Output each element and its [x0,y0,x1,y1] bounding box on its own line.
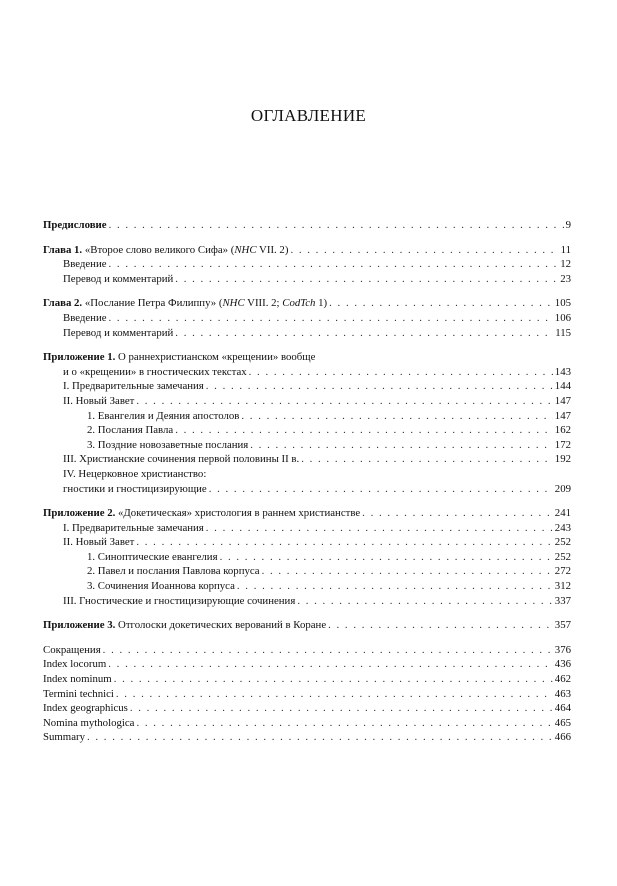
toc-entry-page-number: 105 [554,297,571,310]
toc-entry-page-number: 436 [554,658,571,671]
toc-entry-page-number: 143 [554,365,571,378]
toc-entry[interactable] [43,243,571,258]
toc-entry-text: VII. 2) [256,243,289,256]
toc-entry-text: Сокращения [43,643,101,656]
toc-entry-label [63,535,134,550]
dot-leader [175,272,558,287]
toc-entry-text: I. Предварительные замечания [63,521,204,534]
toc-entry[interactable] [43,701,571,716]
toc-entry[interactable] [43,218,571,233]
toc-entry-page-number: 337 [554,594,571,607]
toc-entry-text: Введение [63,311,107,324]
toc-entry[interactable] [43,550,571,565]
toc-entry-label [63,394,134,409]
toc-entry-page-number: 376 [554,643,571,656]
toc-entry-page-number: 162 [554,424,571,437]
toc-entry-text: II. Новый Завет [63,536,135,549]
toc-entry-label [43,701,128,716]
toc-entry-label [43,643,101,658]
toc-entry-label [43,350,315,365]
toc-entry-text: Перевод и комментарий [63,272,174,285]
toc-entry-label [87,423,173,438]
toc-entry-page-number: 115 [555,326,571,339]
dot-leader [237,579,553,594]
toc-entry-text: Перевод и комментарий [63,326,174,339]
toc-entry-page-number: 312 [554,580,571,593]
toc-entry-page-number: 192 [554,453,571,466]
dot-leader [136,716,552,731]
toc-entry[interactable] [43,257,571,272]
toc-entry-text: I. Предварительные замечания [63,380,204,393]
toc-entry[interactable] [43,272,571,287]
toc-entry-text: Nomina mythologica [43,716,135,729]
toc-entry-page-number: 23 [560,272,571,285]
dot-leader [206,521,553,536]
toc-entry-page-number: 252 [554,536,571,549]
toc-entry-page-number: 106 [554,311,571,324]
toc-entry-label [87,579,235,594]
toc-entry-page-number: 172 [554,438,571,451]
toc-entry-label [43,657,106,672]
toc-entry[interactable] [43,618,571,633]
toc-entry-label [43,218,107,233]
toc-entry-text: «Докетическая» христология в раннем христианстве [115,507,361,520]
toc-entry-text: и о «крещении» в гностических текстах [63,365,247,378]
toc-entry-label [43,296,327,311]
toc-entry-page-number: 209 [554,482,571,495]
dot-leader [109,257,559,272]
toc-entry-text: 3. Сочинения Иоаннова корпуса [87,580,235,593]
dot-leader [329,296,553,311]
toc-entry[interactable] [43,535,571,550]
toc-entry-heading: Глава 1. [43,243,83,256]
toc-entry-text: Введение [63,258,107,271]
dot-leader [301,452,553,467]
toc-entry-text: III. Гностические и гностицизирующие сочинения [63,594,296,607]
toc-entry-page-number: 272 [554,565,571,578]
toc-entry[interactable] [43,311,571,326]
toc-entry-label [43,687,114,702]
toc-entry-label [87,550,218,565]
toc-entry[interactable] [43,482,571,497]
toc-entry-label [43,243,288,258]
dot-leader [328,618,553,633]
toc-entry-label [43,716,134,731]
toc-entry-text: Index locorum [43,658,107,671]
dot-leader [209,482,553,497]
dot-leader [116,687,553,702]
toc-entry-heading: Предисловие [43,219,107,231]
dot-leader [109,311,553,326]
dot-leader [250,438,553,453]
toc-entry-text: 2. Павел и послания Павлова корпуса [87,565,260,578]
toc-entry-label [63,365,247,380]
toc-entry-label [63,467,206,482]
section-gap [43,496,571,506]
toc-entry-label [63,452,299,467]
toc-entry-page-number: 463 [554,687,571,700]
section-gap [43,633,571,643]
dot-leader [206,379,553,394]
toc-entry[interactable] [43,379,571,394]
toc-entry[interactable] [43,467,571,482]
toc-entry-heading: Приложение 2. [43,507,116,520]
dot-leader [362,506,553,521]
toc-entry-label [43,672,112,687]
toc-entry-label [63,272,173,287]
toc-entry-page-number: 465 [554,716,571,729]
toc-entry-text: III. Христианские сочинения первой половины II в. [63,453,300,466]
section-gap [43,233,571,243]
toc-entry-label [43,506,360,521]
section-gap [43,608,571,618]
toc-entry-label [43,730,85,745]
toc-entry[interactable] [43,326,571,341]
dot-leader [103,643,553,658]
toc-entry-page-number: 462 [554,673,571,686]
toc-entry[interactable] [43,579,571,594]
toc-entry-label [63,311,107,326]
toc-entry[interactable] [43,564,571,579]
toc-entry[interactable] [43,716,571,731]
toc-entry[interactable] [43,438,571,453]
toc-entry-label [63,257,107,272]
toc-entry-text: «Послание Петра Филиппу» ( [82,297,223,310]
dot-leader [130,701,553,716]
toc-entry[interactable] [43,365,571,380]
toc-entry-text: 1. Евангелия и Деяния апостолов [87,409,240,422]
toc-entry-text: Index geographicus [43,702,128,715]
toc-entry-text: VIII. 2; [244,297,283,310]
table-of-contents [43,218,571,745]
dot-leader [175,326,553,341]
toc-entry-page-number: 9 [565,219,571,231]
toc-entry[interactable] [43,296,571,311]
dot-leader [297,594,552,609]
toc-entry-page-number: 241 [554,507,571,520]
toc-entry-label [87,409,239,424]
dot-leader [220,550,553,565]
dot-leader [290,243,558,258]
dot-leader [249,365,553,380]
toc-entry-label [43,618,326,633]
toc-entry-label [63,482,207,497]
dot-leader [87,730,553,745]
toc-entry-text: Index nominum [43,673,112,686]
toc-entry[interactable] [43,409,571,424]
toc-entry[interactable] [43,730,571,745]
toc-entry-page-number: 147 [554,394,571,407]
toc-entry[interactable] [43,452,571,467]
toc-entry[interactable] [43,423,571,438]
toc-entry-page-number: 243 [554,521,571,534]
toc-entry-heading: Приложение 1. [43,351,116,364]
page-title: ОГЛАВЛЕНИЕ [250,106,367,125]
dot-leader [108,657,553,672]
toc-entry-heading: Приложение 3. [43,619,116,632]
toc-entry-text: 1. Синоптические евангелия [87,550,218,563]
dot-leader [262,564,553,579]
toc-entry[interactable] [43,350,571,365]
toc-entry-page-number: 144 [554,380,571,393]
toc-entry-italic: NHC [222,297,245,310]
toc-entry-label [87,564,260,579]
toc-entry-text: II. Новый Завет [63,394,135,407]
section-gap [43,340,571,350]
toc-entry-italic: CodTch [282,297,316,310]
toc-entry-label [63,326,173,341]
toc-entry-label [63,379,204,394]
toc-entry-page-number: 147 [554,409,571,422]
toc-entry-label [63,594,295,609]
toc-entry[interactable] [43,506,571,521]
toc-entry-text: Termini technici [43,687,114,700]
toc-entry-text: Отголоски докетических верований в Коране [115,619,327,632]
dot-leader [136,394,552,409]
toc-entry-text: 2. Послания Павла [87,424,174,437]
toc-entry-text: 3. Поздние новозаветные послания [87,438,249,451]
toc-entry[interactable] [43,594,571,609]
toc-entry-label [87,438,248,453]
toc-entry-label [63,521,204,536]
toc-entry-text: гностики и гностицизирующие [63,482,207,495]
toc-entry[interactable] [43,687,571,702]
dot-leader [114,672,553,687]
section-gap [43,286,571,296]
toc-entry-text: IV. Нецерковное христианство: [63,467,207,480]
toc-entry[interactable] [43,657,571,672]
toc-entry-heading: Глава 2. [43,297,83,310]
dot-leader [241,409,552,424]
toc-entry-page-number: 464 [554,702,571,715]
dot-leader [109,218,564,233]
toc-entry-italic: NHC [234,243,257,256]
dot-leader [136,535,552,550]
toc-entry[interactable] [43,672,571,687]
toc-entry-page-number: 12 [560,258,571,271]
toc-entry-text: Summary [43,731,85,744]
toc-entry[interactable] [43,521,571,536]
toc-entry[interactable] [43,394,571,409]
dot-leader [175,423,553,438]
toc-entry-page-number: 11 [560,243,571,256]
toc-entry[interactable] [43,643,571,658]
toc-entry-text: «Второе слово великого Сифа» ( [82,243,235,256]
toc-entry-text: 1) [315,297,328,310]
toc-entry-page-number: 357 [554,619,571,632]
toc-entry-text: О раннехристианском «крещении» вообще [115,351,316,364]
toc-entry-page-number: 252 [554,550,571,563]
toc-entry-page-number: 466 [554,731,571,744]
